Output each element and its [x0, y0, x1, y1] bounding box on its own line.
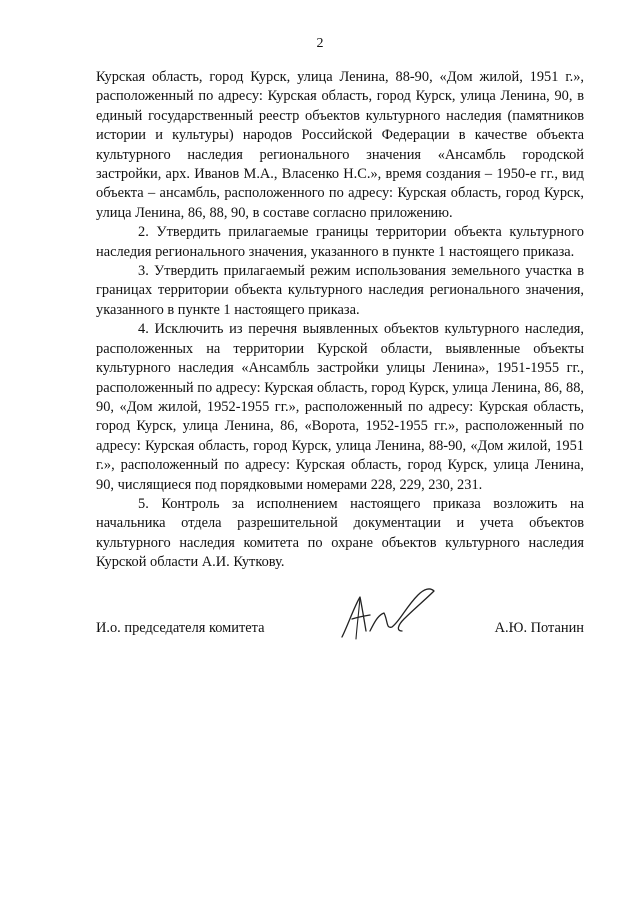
page-number: 2 — [316, 36, 324, 51]
document-body — [96, 68, 584, 573]
paragraph-item-4: 4. Исключить из перечня выявленных объектов культурного наследия, расположенных на территории Курской области, выявленные объекты культурного наследия «Ансамбль застройки улицы Ленина», 1951-1955 гг., расположенный по адресу: Курская область, город Курск, улица Ленина, 86, 88, 90, «Дом жилой, 1952-1955 гг.», расположенный по адресу: Курская область, город Курск, улица Ленина, 86, «Ворота, 1952-1955 гг.», расположенный по адресу: Курская область, город Курск, улица Ленина, 88-90, «Дом жилой, 1951 г.», расположенный по адресу: Курская область, город Курск, улица Ленина, 90, числящиеся под порядковыми номерами 228, 229, 230, 231. — [96, 321, 584, 493]
paragraph-item-3: 3. Утвердить прилагаемый режим использования земельного участка в границах территории объекта культурного наследия регионального значения, указанного в пункте 1 настоящего приказа. — [96, 263, 584, 318]
paragraph-item-2: 2. Утвердить прилагаемые границы территории объекта культурного наследия регионального значения, указанного в пункте 1 настоящего приказа. — [96, 224, 584, 260]
signature-block — [96, 620, 584, 650]
paragraph-item-5: 5. Контроль за исполнением настоящего приказа возложить на начальника отдела разрешительной документации и учета объектов культурного наследия комитета по охране объектов культурного наследия Курской области А.И. Куткову. — [96, 495, 584, 571]
signer-title: И.о. председателя комитета — [96, 620, 265, 636]
signer-name: А.Ю. Потанин — [494, 620, 584, 636]
paragraph-continuation: Курская область, город Курск, улица Ленина, 88-90, «Дом жилой, 1951 г.», расположенный по адресу: Курская область, город Курск, улица Ленина, 90, в единый государственный реестр объектов культурного наследия (памятников истории и культуры) народов Российской Федерации в качестве объекта культурного наследия регионального значения «Ансамбль городской застройки, арх. Иванов М.А., Власенко Н.С.», время создания – 1950-е гг., вид объекта – ансамбль, расположенного по адресу: Курская область, город Курск, улица Ленина, 86, 88, 90, в составе согласно приложению. — [96, 69, 584, 221]
